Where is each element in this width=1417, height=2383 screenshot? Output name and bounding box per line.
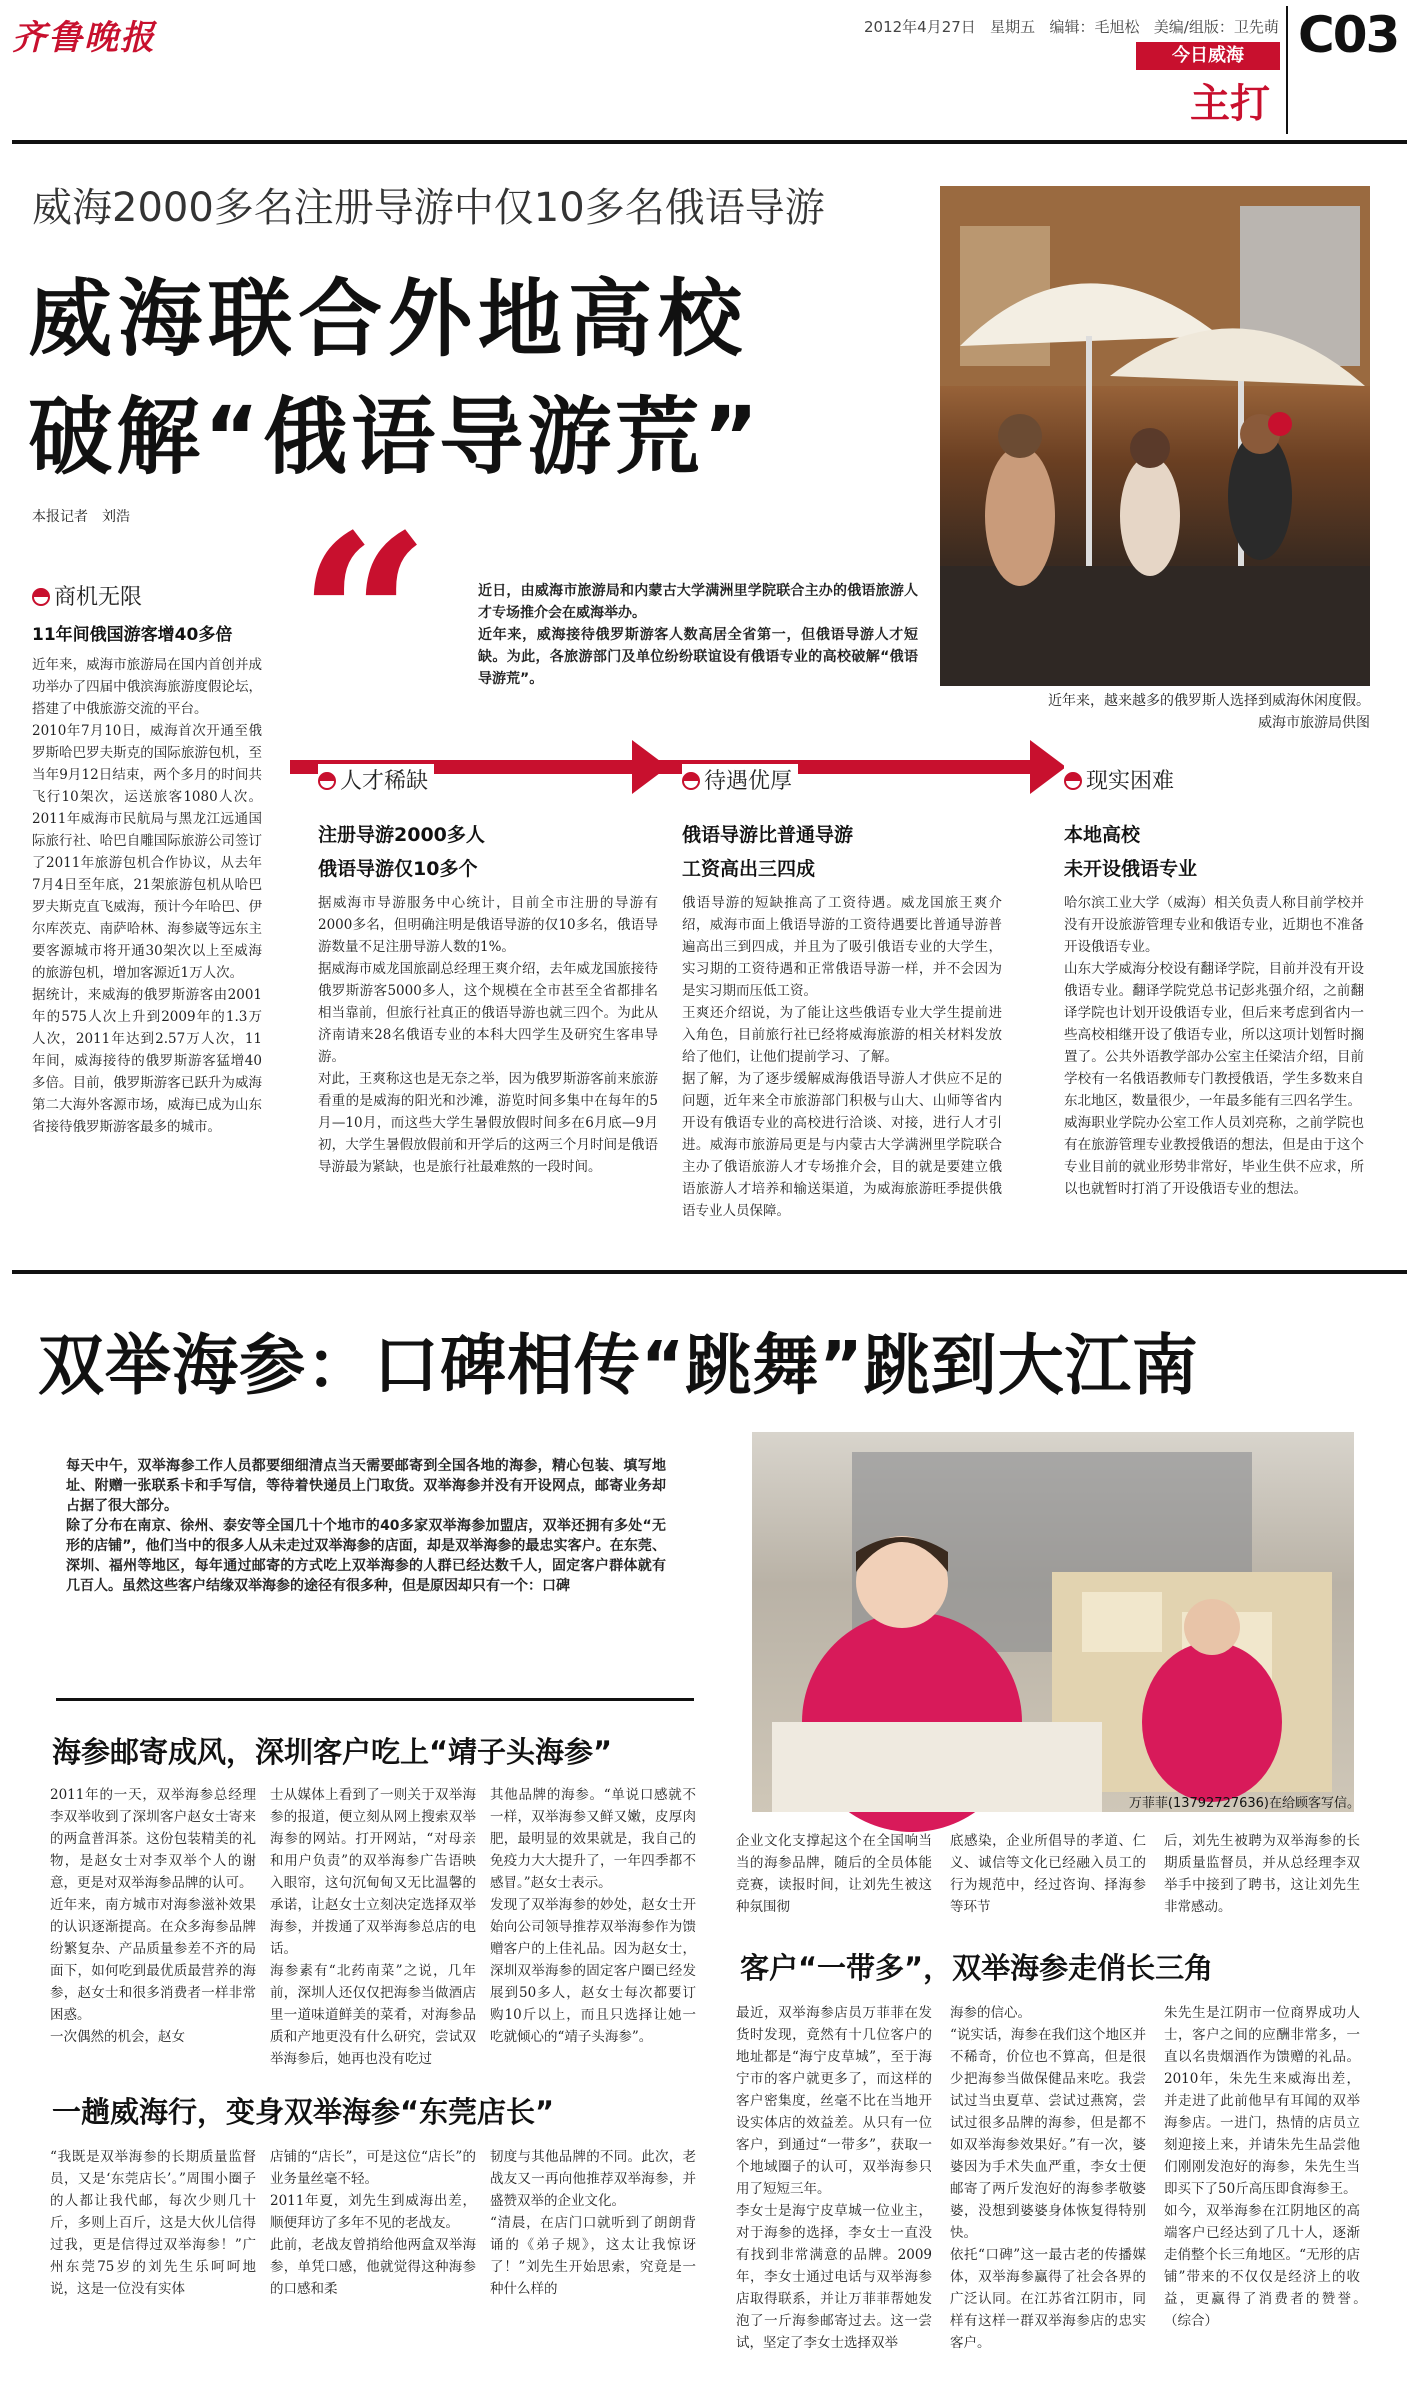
col2-section xyxy=(318,764,434,795)
sub2-col-b: 店铺的“店长”，可是这位“店长”的业务量丝毫不轻。 2011年夏，刘先生到威海出差，顺便拜访了多年不见的老战友。 此前，老战友曾捎给他两盒双举海参，单凭口感，他就觉得这种海参的口感和柔 xyxy=(270,2149,476,2297)
story1-title-line1: 威海联合外地高校 xyxy=(28,270,749,368)
col4-section xyxy=(1064,764,1180,795)
story1-kicker: 威海2000多名注册导游中仅10多名俄语导游 xyxy=(32,185,825,231)
sub2-head: 一趟威海行，变身双举海参“东莞店长” xyxy=(52,2095,555,2129)
col1-section xyxy=(32,580,142,611)
story1-photo xyxy=(940,186,1370,686)
column-name: 主打 xyxy=(1190,81,1270,127)
sub-divider xyxy=(56,1698,694,1701)
col2-section-label: 人才稀缺 xyxy=(340,769,429,794)
sub2-col-a: “我既是双举海参的长期质量监督员，又是‘东莞店长’。”周围小圈子的人都让我代邮，每次少则几十斤，多则上百斤，这是大伙儿信得过我，更是信得过双举海参！”广州东莞75岁的刘先生乐呵呵地说，这是一位没有实体 xyxy=(50,2149,256,2297)
story2-title: 双举海参：口碑相传“跳舞”跳到大江南 xyxy=(38,1327,1199,1404)
sub1-col-c: 其他品牌的海参。“单说口感就不一样，双举海参又鲜又嫩，皮厚肉肥，最明显的效果就是，我自己的免疫力大大提升了，一年四季都不感冒。”赵女士表示。 发现了双举海参的妙处，赵女士开始向公司领导推荐双举海参作为馈赠客户的上佳礼品。因为赵女士，深圳双举海参的固定客户圈已经发展到50多人，赵女士每次都要订购10斤以上，而且只选择让她一吃就倾心的“靖子头海参”。 xyxy=(490,1787,696,2045)
col1-subhead: 11年间俄国游客增40多倍 xyxy=(32,625,233,645)
mid-col-c: 后，刘先生被聘为双举海参的长期质量监督员，并从总经理李双举手中接到了聘书，这让刘先生非常感动。 xyxy=(1164,1833,1360,1915)
shop-scene-illustration xyxy=(752,1432,1354,1812)
sub2-col-c: 韧度与其他品牌的不同。此次，老战友又一再向他推荐双举海参，并盛赞双举的企业文化。 “清晨，在店门口就听到了朗朗背诵的《弟子规》，这太让我惊讶了！”刘先生开始思索，究竟是一种什么样的 xyxy=(490,2149,696,2297)
mid-col-b: 底感染，企业所倡导的孝道、仁义、诚信等文化已经融入员工的行为规范中，经过咨询、择海参等环节 xyxy=(950,1833,1146,1915)
page-divider-vertical xyxy=(1286,6,1288,134)
col2-body: 据威海市导游服务中心统计，目前全市注册的导游有2000多名，但明确注明是俄语导游的仅10多名，俄语导游数量不足注册导游人数的1%。 据威海市威龙国旅副总经理王爽介绍，去年威龙国旅接待俄罗斯游客5000多人，这个规模在全市甚至全省都排名相当靠前，但旅行社真正的俄语导游也就三四个。为此从济南请来28名俄语专业的本科大四学生及研究生客串导游。 对此，王爽称这也是无奈之举，因为俄罗斯游客前来旅游看重的是威海的阳光和沙滩，游览时间多集中在每年的5月—10月，而这些大学生暑假放假时间多在6月底—9月初，大学生暑假放假前和开学后的这两三个月时间是俄语导游最为紧缺，也是旅行社最难熬的一段时间。 xyxy=(318,895,658,1175)
caption-line-2: 威海市旅游局供图 xyxy=(1258,715,1370,731)
col3-body: 俄语导游的短缺推高了工资待遇。威龙国旅王爽介绍，威海市面上俄语导游的工资待遇要比普通导游普遍高出三到四成，并且为了吸引俄语专业的大学生，实习期的工资待遇和正常俄语导游一样，并不会因为是实习期而压低工资。 王爽还介绍说，为了能让这些俄语专业大学生提前进入角色，目前旅行社已经将威海旅游的相关材料发放给了他们，让他们提前学习、了解。 据了解，为了逐步缓解威海俄语导游人才供应不足的问题，近年来全市旅游部门积极与山大、山师等省内开设有俄语专业的高校进行洽谈、对接，进行人才引进。威海市旅游局更是与内蒙古大学满洲里学院联合主办了俄语旅游人才专场推介会，目的就是要建立俄语旅游人才培养和输送渠道，为威海旅游旺季提供俄语专业人员保障。 xyxy=(682,895,1002,1219)
quote-mark: “ xyxy=(298,485,431,755)
col2-subhead-2: 俄语导游仅10多个 xyxy=(318,858,478,880)
col3-section-label: 待遇优厚 xyxy=(704,769,793,794)
page-number: C03 xyxy=(1298,6,1399,64)
arrow-right-icon xyxy=(1030,740,1066,794)
header-meta xyxy=(864,16,1279,37)
mid-col-a: 企业文化支撑起这个在全国响当当的海参品牌，随后的全员体能竞赛，读报时间，让刘先生被这种氛围彻 xyxy=(736,1833,932,1915)
col4-subhead-2: 未开设俄语专业 xyxy=(1064,858,1198,880)
cafe-scene-illustration xyxy=(940,186,1370,686)
col1-section-label: 商机无限 xyxy=(54,585,143,610)
sub3-col-b: 海参的信心。 “说实话，海参在我们这个地区并不稀奇，价位也不算高，但是很少把海参当做保健品来吃。我尝试过当虫夏草、尝试过燕窝，尝试过很多品牌的海参，但是都不如双举海参效果好。”有一次，婆婆因为手术失血严重，李女士便邮寄了两斤发泡好的海参孝敬婆婆，没想到婆婆身体恢复得特别快。 依托“口碑”这一最古老的传播媒体，双举海参赢得了社会各界的广泛认同。在江苏省江阴市，同样有这样一群双举海参店的忠实客户。 xyxy=(950,2005,1146,2351)
sub3-col-a: 最近，双举海参店员万菲菲在发货时发现，竟然有十几位客户的地址都是“海宁皮草城”，至于海宁市的客户就更多了，而这样的客户密集度，丝毫不比在当地开设实体店的效益差。从只有一位客户，到通过“一带多”，获取一个地域圈子的认可，双举海参只用了短短三年。 李女士是海宁皮草城一位业主，对于海参的选择，李女士一直没有找到非常满意的品牌。2009年，李女士通过电话与双举海参店取得联系，并让万菲菲帮她发泡了一斤海参邮寄过去。这一尝试，坚定了李女士选择双举 xyxy=(736,2005,932,2351)
sub1-col-a: 2011年的一天，双举海参总经理李双举收到了深圳客户赵女士寄来的两盒普洱茶。这份包装精美的礼物，是赵女士对李双举个人的谢意，更是对双举海参品牌的认可。 近年来，南方城市对海参滋补效果的认识逐渐提高。在众多海参品牌纷繁复杂、产品质量参差不齐的局面下，如何吃到最优质最营养的海参，赵女士和很多消费者一样非常困惑。 一次偶然的机会，赵女 xyxy=(50,1787,256,2045)
col3-subhead-1: 俄语导游比普通导游 xyxy=(682,824,854,846)
story2-photo xyxy=(752,1432,1354,1812)
masthead-logo: 齐鲁晚报 xyxy=(12,18,156,58)
header-editor: 编辑：毛旭松 xyxy=(1049,18,1140,36)
story1-photo-caption xyxy=(950,690,1370,734)
header-rule xyxy=(12,140,1407,144)
story-divider xyxy=(12,1270,1407,1274)
section-dot-icon xyxy=(32,588,50,606)
header-designer: 美编/组版：卫先萌 xyxy=(1153,18,1279,36)
col3-section xyxy=(682,764,798,795)
header-weekday: 星期五 xyxy=(990,18,1036,36)
section-dot-icon xyxy=(318,772,336,790)
sub1-col-b: 士从媒体上看到了一则关于双举海参的报道，便立刻从网上搜索双举海参的网站。打开网站，“对母亲和用户负责”的双举海参广告语映入眼帘，这句沉甸甸又无比温馨的承诺，让赵女士立刻决定选择双举海参，并拨通了双举海参总店的电话。 海参素有“北药南菜”之说，几年前，深圳人还仅仅把海参当做酒店里一道味道鲜美的菜肴，对海参品质和产地更没有什么研究，尝试双举海参后，她再也没有吃过 xyxy=(270,1787,476,2067)
col3-subhead-2: 工资高出三四成 xyxy=(682,858,816,880)
section-tag: 今日威海 xyxy=(1136,42,1280,70)
sub1-head: 海参邮寄成风，深圳客户吃上“靖子头海参” xyxy=(52,1735,613,1769)
story2-photo-caption: 万菲菲(13792727636)在给顾客写信。 xyxy=(1128,1796,1360,1811)
section-dot-icon xyxy=(682,772,700,790)
section-dot-icon xyxy=(1064,772,1082,790)
col4-subhead-1: 本地高校 xyxy=(1064,824,1141,846)
story2-lead: 每天中午，双举海参工作人员都要细细清点当天需要邮寄到全国各地的海参，精心包装、填写地址、附赠一张联系卡和手写信，等待着快递员上门取货。双举海参并没有开设网点，邮寄业务却占据了很大部分。 除了分布在南京、徐州、泰安等全国几十个地市的40多家双举海参加盟店，双举还拥有多处“无形的店铺”，他们当中的很多人从未走过双举海参的店面，却是双举海参的最忠实客户。在东莞、深圳、福州等地区，每年通过邮寄的方式吃上双举海参的人群已经达数千人，固定客户群体就有几百人。虽然这些客户结缘双举海参的途径有很多种，但是原因却只有一个：口碑 xyxy=(66,1458,666,1594)
col1-body: 近年来，威海市旅游局在国内首创并成功举办了四届中俄滨海旅游度假论坛，搭建了中俄旅游交流的平台。 2010年7月10日，威海首次开通至俄罗斯哈巴罗夫斯克的国际旅游包机，至当年9月12日结束，两个多月的时间共飞行10架次，运送旅客1080人次。2011年威海市民航局与黑龙江远通国际旅行社、哈巴自雕国际旅游公司签订了2011年旅游包机合作协议，从去年7月4日至年底，21架旅游包机从哈巴罗夫斯克直飞威海，预计今年哈巴、伊尔库茨克、南萨哈林、海参崴等远东主要客源城市将开通30架次以上至威海的旅游包机，增加客源近1万人次。 据统计，来威海的俄罗斯游客由2001年的575人次上升到2009年的1.3万人次，2011年达到2.57万人次，11年间，威海接待的俄罗斯游客猛增40多倍。目前，俄罗斯游客已跃升为威海第二大海外客源市场，威海已成为山东省接待俄罗斯游客最多的城市。 xyxy=(32,657,262,1135)
col4-body: 哈尔滨工业大学（威海）相关负责人称目前学校并没有开设旅游管理专业和俄语专业，近期也不准备开设俄语专业。 山东大学威海分校设有翻译学院，目前并没有开设俄语专业。翻译学院党总书记彭兆强介绍，之前翻译学院也计划开设俄语专业，但后来考虑到省内一些高校相继开设了俄语专业，所以这项计划暂时搁置了。公共外语教学部办公室主任梁洁介绍，目前学校有一名俄语教师专门教授俄语，学生多数来自东北地区，数量很少，一年最多能有三四名学生。 威海职业学院办公室工作人员刘亮称，之前学院也有在旅游管理专业教授俄语的想法，但是由于这个专业目前的就业形势非常好，毕业生供不应求，所以也就暂时打消了开设俄语专业的想法。 xyxy=(1064,895,1364,1197)
story1-title-line2: 破解“俄语导游荒” xyxy=(28,388,763,486)
col4-section-label: 现实困难 xyxy=(1086,769,1175,794)
arrow-right-icon xyxy=(632,740,668,794)
story1-byline: 本报记者 刘浩 xyxy=(32,509,130,525)
story1-lead: 近日，由威海市旅游局和内蒙古大学满洲里学院联合主办的俄语旅游人才专场推介会在威海举办。 近年来，威海接待俄罗斯游客人数高居全省第一，但俄语导游人才短缺。为此，各旅游部门及单位纷纷联谊设有俄语专业的高校破解“俄语导游荒”。 xyxy=(478,583,918,687)
sub3-head: 客户“一带多”，双举海参走俏长三角 xyxy=(740,1951,1214,1985)
col2-subhead-1: 注册导游2000多人 xyxy=(318,824,485,846)
sub3-col-c-visible: 朱先生是江阴市一位商界成功人士，客户之间的应酬非常多，一直以名贵烟酒作为馈赠的礼品。2010年，朱先生来威海出差，并走进了此前他早有耳闻的双举海参店。一进门，热情的店员立刻迎接上来，并请朱先生品尝他们刚刚发泡好的海参，朱先生当即买下了50斤高压即食海参王。 如今，双举海参在江阴地区的高端客户已经达到了几十人，逐渐走俏整个长三角地区。“无形的店铺”带来的不仅仅是经济上的收益，更赢得了消费者的赞誉。 （综合） xyxy=(1164,2005,1360,2329)
header-date: 2012年4月27日 xyxy=(864,18,976,36)
caption-line-1: 近年来，越来越多的俄罗斯人选择到威海休闲度假。 xyxy=(1048,693,1370,709)
